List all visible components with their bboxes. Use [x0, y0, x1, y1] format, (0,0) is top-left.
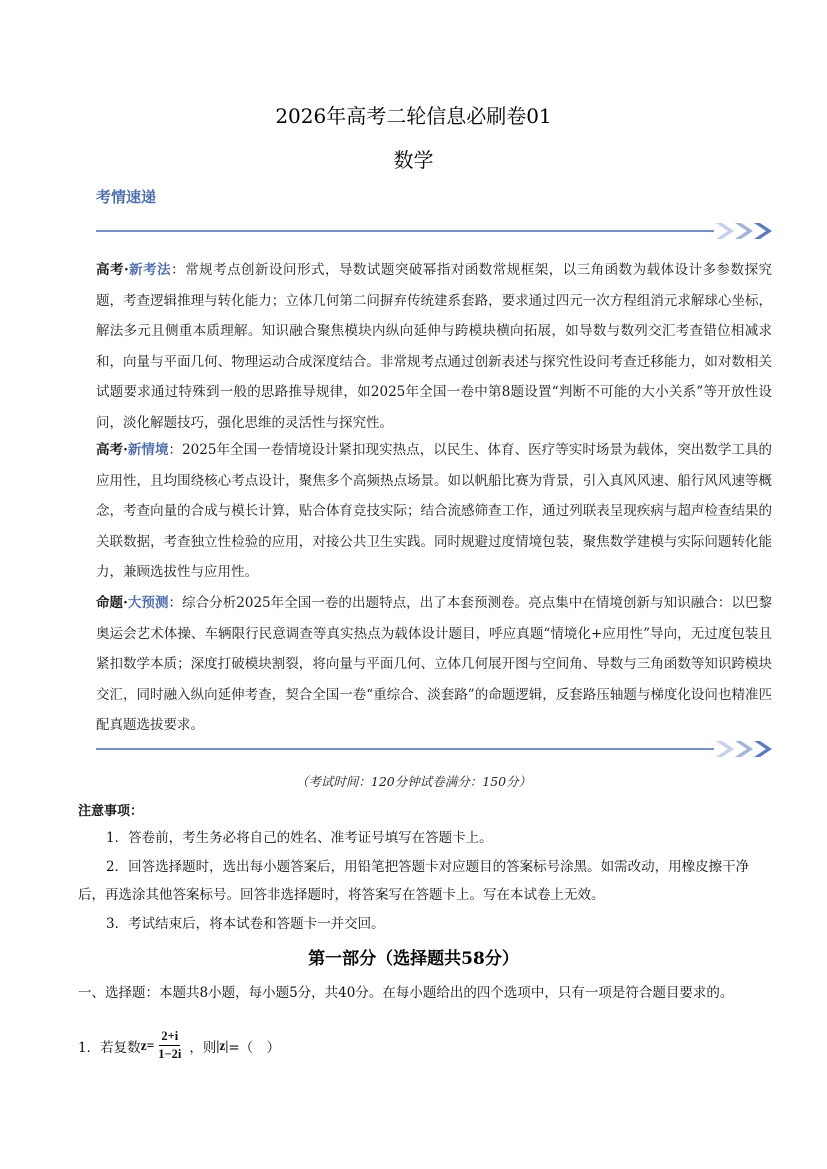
overview-block-prediction: 命题·大预测：综合分析2025年全国一卷的出题特点，出了本套预测卷。亮点集中在情境创新与知识融合：以巴黎奥运会艺术体操、车辆限行民意调查等真实热点为载体设计题目，呼应真题“情境化+应用性”导向，无过度包装且紧扣数学本质；深度打破模块割裂，将向量与平面几何、立体几何展开图与空间角、导数与三角函数等知识跨模块交汇，同时融入纵向延伸考查，契合全国一卷“重综合、淡套路”的命题逻辑，反套路压轴题与梯度化设问也精准匹配真题选拔要求。: [96, 595, 773, 734]
overview-block-new-context: 高考·新情境：2025年全国一卷情境设计紧扣现实热点，以民生、体育、医疗等实时场景为载体，突出数学工具的应用性，且均围绕核心考点设计，聚焦多个高频热点场景。如以帆船比赛为背景，引入真风风速、船行风风速等概念，考查向量的合成与模长计算，贴合体育竞技实际；结合流感筛查工作，通过列联表呈现疾病与超声检查结果的关联数据，考查独立性检验的应用，对接公共卫生实践。同时规避过度情境包装，聚焦数学建模与实际问题转化能力，兼顾选拔性与应用性。: [96, 442, 773, 581]
subject-title: 数学: [393, 148, 434, 172]
question-1: [78, 1028, 280, 1063]
notice-item: 3．考试结束后，将本试卷和答题卡一并交回。: [106, 915, 385, 932]
text-new-method: ：常规考点创新设问形式，导数试题突破幂指对函数常规框架，以三角函数为载体设计多参数探究题，考查逻辑推理与转化能力；立体几何第二问摒弃传统建系套路，要求通过四元一次方程组消元求解球心坐标，解法多元且侧重本质理解。知识融合聚焦模块内纵向延伸与跨模块横向拓展，如导数与数列交汇考查错位相减求和，向量与平面几何、物理运动合成深度结合。非常规考点通过创新表述与探究性设问考查迁移能力，如对数相关试题要求通过特殊到一般的思路推导规律，如2025年全国一卷中第8题设置“判断不可能的大小关系”等开放性设问，淡化解题技巧，强化思维的灵活性与探究性。: [96, 262, 773, 431]
notice-list: [78, 824, 762, 938]
chevron-arrows-icon: [716, 741, 772, 757]
q1-numerator: 2+i: [159, 1028, 180, 1046]
part-title: 第一部分（选择题共58分）: [308, 949, 519, 969]
q1-suffix: =（ ）: [228, 1039, 281, 1056]
q1-fraction: [156, 1028, 183, 1063]
section-heading: 考情速递: [96, 188, 157, 206]
chevron-arrows-icon: [716, 223, 772, 239]
text-prediction: ：综合分析2025年全国一卷的出题特点，出了本套预测卷。亮点集中在情境创新与知识融合：以巴黎奥运会艺术体操、车辆限行民意调查等真实热点为载体设计题目，呼应真题“情境化+应用性”导向，无过度包装且紧扣数学本质；深度打破模块割裂，将向量与平面几何、立体几何展开图与空间角、导数与三角函数等知识跨模块交汇，同时融入纵向延伸考查，契合全国一卷“重综合、淡套路”的命题逻辑，反套路压轴题与梯度化设问也精准匹配真题选拔要求。: [96, 595, 773, 734]
q1-prefix: 1．若复数: [78, 1039, 141, 1056]
notice-title: 注意事项：: [78, 804, 144, 819]
q1-lhs: z=: [140, 1037, 155, 1053]
q1-abs: |z|: [216, 1037, 229, 1053]
q1-denominator: 1−2i: [158, 1047, 182, 1061]
divider-top: [96, 222, 772, 240]
divider-bottom: [96, 740, 772, 758]
text-new-context: ：2025年全国一卷情境设计紧扣现实热点，以民生、体育、医疗等实时场景为载体，突出数学工具的应用性，且均围绕核心考点设计，聚焦多个高频热点场景。如以帆船比赛为背景，引入真风风速、船行风风速等概念，考查向量的合成与模长计算，贴合体育竞技实际；结合流感筛查工作，通过列联表呈现疾病与超声检查结果的关联数据，考查独立性检验的应用，对接公共卫生实践。同时规避过度情境包装，聚焦数学建模与实际问题转化能力，兼顾选拔性与应用性。: [96, 442, 773, 581]
page-title: 2026年高考二轮信息必刷卷01: [275, 104, 552, 128]
notice-item: 1．答卷前，考生务必将自己的姓名、准考证号填写在答题卡上。: [106, 830, 493, 846]
tag-new-method: 高考·: [96, 262, 129, 278]
overview-block-new-method: 高考·新考法：常规考点创新设问形式，导数试题突破幂指对函数常规框架，以三角函数为载体设计多参数探究题，考查逻辑推理与转化能力；立体几何第二问摒弃传统建系套路，要求通过四元一次方程组消元求解球心坐标，解法多元且侧重本质理解。知识融合聚焦模块内纵向延伸与跨模块横向拓展，如导数与数列交汇考查错位相减求和，向量与平面几何、物理运动合成深度结合。非常规考点通过创新表述与探究性设问考查迁移能力，如对数相关试题要求通过特殊到一般的思路推导规律，如2025年全国一卷中第8题设置“判断不可能的大小关系”等开放性设问，淡化解题技巧，强化思维的灵活性与探究性。: [96, 262, 773, 431]
exam-info: （考试时间：120分钟试卷满分：150分）: [295, 774, 532, 789]
choice-intro: 一、选择题：本题共8小题，每小题5分，共40分。在每小题给出的四个选项中，只有一项是符合题目要求的。: [78, 985, 734, 1001]
q1-mid: ，则: [189, 1039, 217, 1056]
notice-item: 2．回答选择题时，选出每小题答案后，用铅笔把答题卡对应题目的答案标号涂黑。如需改动，用橡皮擦干净后，再选涂其他答案标号。回答非选择题时，将答案写在答题卡上。写在本试卷上无效。: [78, 858, 750, 903]
